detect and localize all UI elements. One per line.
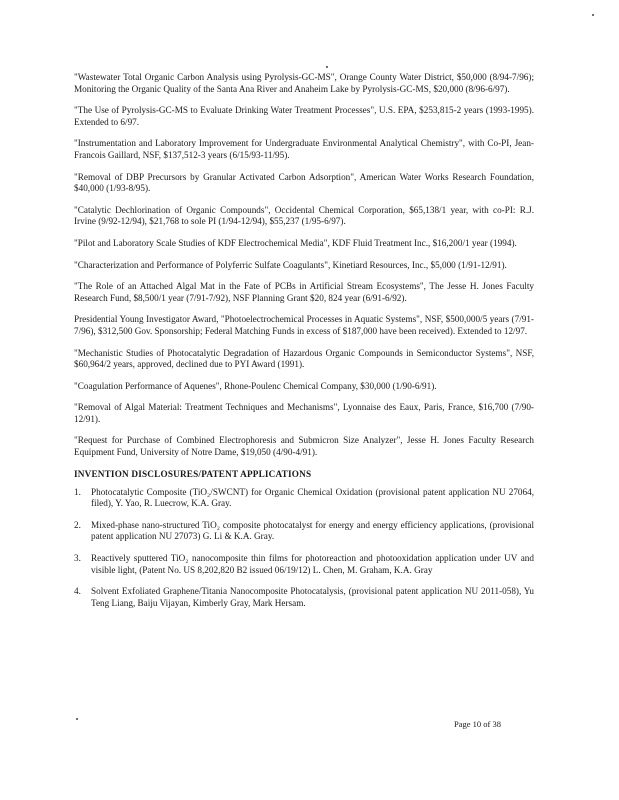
- item-number: 3.: [74, 553, 81, 564]
- item-text: Photocatalytic Composite (TiO₂/SWCNT) for Organic Chemical Oxidation (provisional patent application NU 27064, filed), Y. Yao, R. Luecrow, K.A. Gray.: [91, 486, 534, 509]
- item-number: 4.: [74, 586, 81, 597]
- grant-entry: "Removal of Algal Material: Treatment Techniques and Mechanisms", Lyonnaise des Eaux, Paris, France, $16,700 (7/90-12/91).: [74, 402, 534, 424]
- item-number: 1.: [74, 486, 81, 497]
- item-text: Reactively sputtered TiO₂ nanocomposite thin films for photoreaction and photooxidation application under UV and visible light, (Patent No. US 8,202,820 B2 issued 06/19/12) L. Chen, M. Graham, K.A. Gray: [91, 553, 534, 575]
- grant-entry: "Characterization and Performance of Polyferric Sulfate Coagulants", Kinetiard Resources, Inc., $5,000 (1/91-12/91).: [74, 259, 507, 270]
- grant-entry: "Pilot and Laboratory Scale Studies of KDF Electrochemical Media", KDF Fluid Treatment Inc., $16,200/1 year (1994).: [74, 237, 517, 248]
- page-number: Page 10 of 38: [454, 719, 501, 729]
- grant-entry: "Instrumentation and Laboratory Improvement for Undergraduate Environmental Analytical Chemistry", with Co-PI, Jean-Francois Gaillard, NSF, $137,512-3 years (6/15/93-11/95).: [74, 138, 534, 160]
- grant-entry: "Mechanistic Studies of Photocatalytic Degradation of Hazardous Organic Compounds in Semiconductor Systems", NSF, $60,964/2 years, approved, declined due to PYI Award (1991).: [74, 347, 534, 370]
- patent-item: [74, 520, 534, 543]
- grant-entry: "The Use of Pyrolysis-GC-MS to Evaluate Drinking Water Treatment Processes", U.S. EPA, $253,815-2 years (1993-1995). Extended to 6/97.: [74, 105, 534, 127]
- patent-item: [74, 487, 534, 510]
- grant-entry: "Request for Purchase of Combined Electrophoresis and Submicron Size Analyzer", Jesse H. Jones Faculty Research Equipment Fund, University of Notre Dame, $19,050 (4/90-4/91).: [74, 435, 534, 458]
- scan-speck: [592, 14, 594, 16]
- grant-entry: Presidential Young Investigator Award, "Photoelectrochemical Processes in Aquatic Systems", NSF, $500,000/5 years (7/91-7/96), $312,500 Gov. Sponsorship; Federal Matching Funds in excess of $187,000 have been received). Extended to 12/97.: [74, 314, 534, 336]
- item-text: Solvent Exfoliated Graphene/Titania Nanocomposite Photocatalysis, (provisional patent application NU 2011-058), Yu Teng Liang, Baiju Vijayan, Kimberly Gray, Mark Hersam.: [91, 586, 534, 608]
- grant-entry: "The Role of an Attached Algal Mat in the Fate of PCBs in Artificial Stream Ecosystems", The Jesse H. Jones Faculty Research Fund, $8,500/1 year (7/91-7/92), NSF Planning Grant $20, 824 year (6/91-6/92).: [74, 281, 534, 303]
- document-body: [74, 72, 534, 619]
- section-heading: INVENTION DISCLOSURES/PATENT APPLICATIONS: [74, 468, 312, 479]
- scan-speck: [76, 718, 78, 720]
- scan-speck: [326, 66, 328, 68]
- grant-entry: "Coagulation Performance of Aquenes", Rhone-Poulenc Chemical Company, $30,000 (1/90-6/91).: [74, 380, 437, 391]
- grant-entry: "Catalytic Dechlorination of Organic Compounds", Occidental Chemical Corporation, $65,138/1 year, with co-PI: R.J. Irvine (9/92-12/94), $21,768 to sole PI (1/94-12/94), $55,237 (1/95-6/97).: [74, 204, 534, 227]
- patent-item: [74, 586, 534, 609]
- item-text: Mixed-phase nano-structured TiO₂ composite photocatalyst for energy and energy efficiency applications, (provisional patent application NU 27073) G. Li & K.A. Gray.: [91, 519, 534, 542]
- item-number: 2.: [74, 519, 81, 530]
- grant-entry: "Wastewater Total Organic Carbon Analysis using Pyrolysis-GC-MS", Orange County Water District, $50,000 (8/94-7/96); Monitoring the Organic Quality of the Santa Ana River and Anaheim Lake by Pyrolysis-GC-MS, $20,000 (8/96-6/97).: [74, 72, 534, 94]
- patent-item: [74, 553, 534, 576]
- grant-entry: "Removal of DBP Precursors by Granular Activated Carbon Adsorption", American Water Works Research Foundation, $40,000 (1/93-8/95).: [74, 171, 534, 194]
